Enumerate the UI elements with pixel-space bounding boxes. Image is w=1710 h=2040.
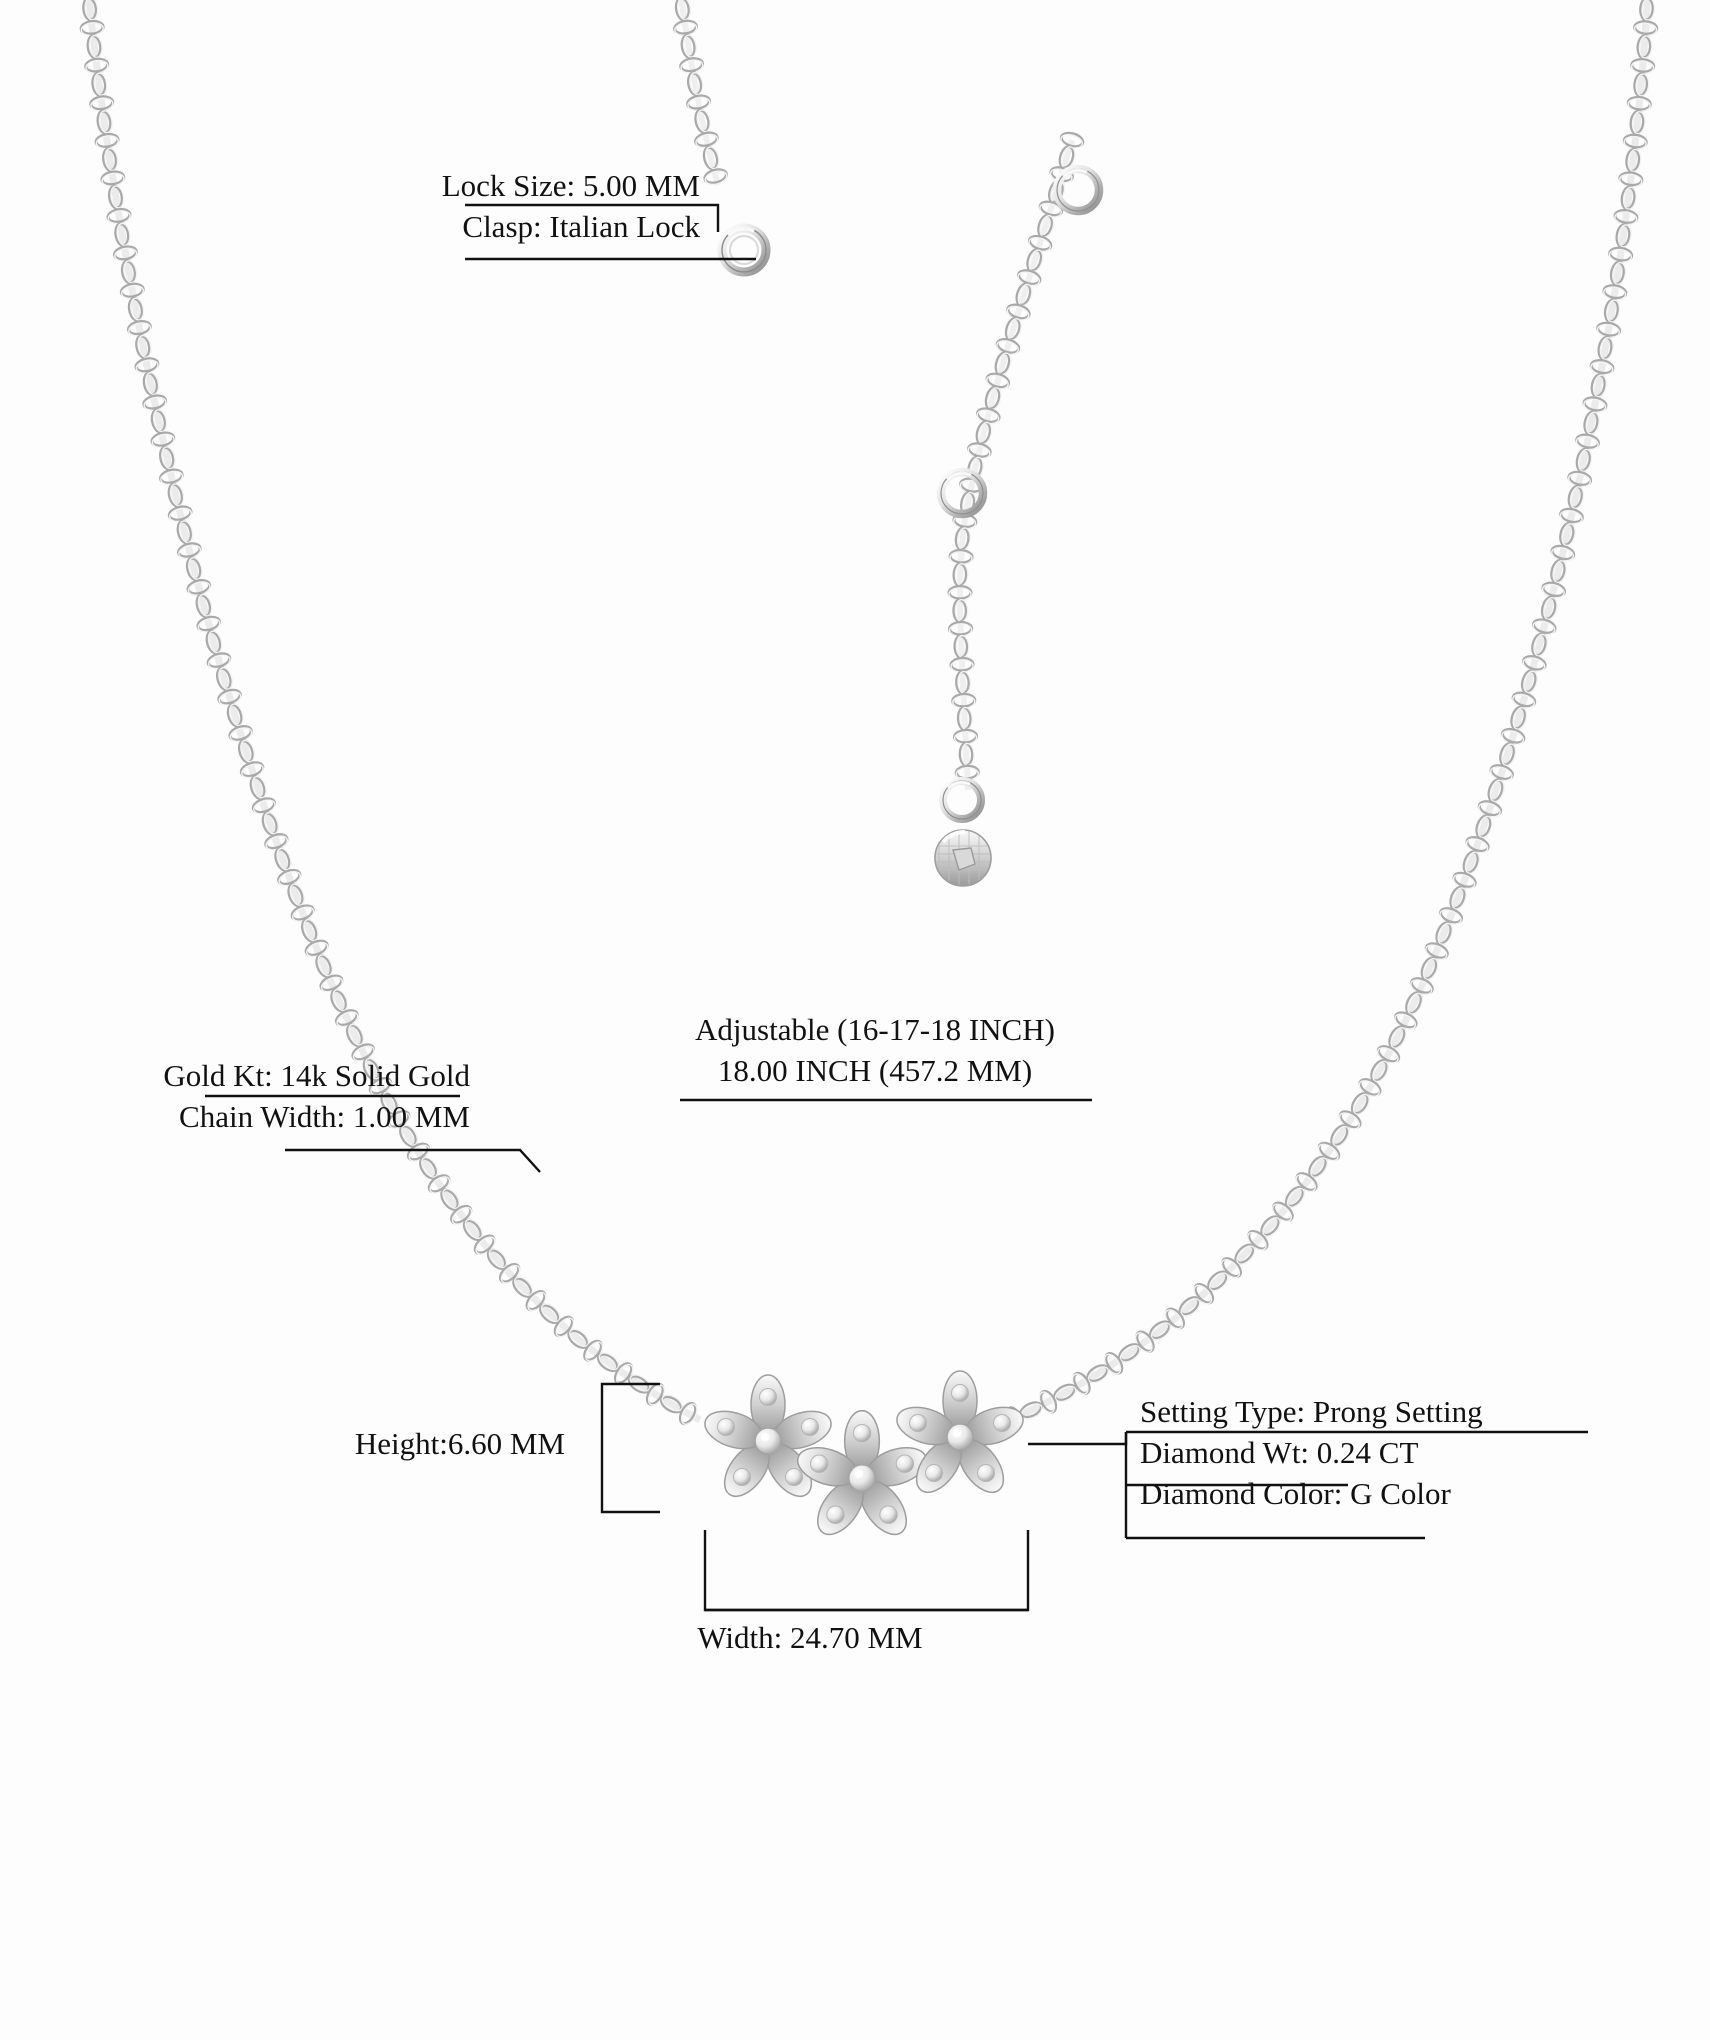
lock-size-label: Lock Size: 5.00 MM: [441, 168, 700, 203]
chain-width-label: Chain Width: 1.00 MM: [179, 1098, 470, 1134]
setting-type-label: Setting Type: Prong Setting: [1140, 1394, 1483, 1429]
italian-lock-icon: [722, 228, 766, 272]
diamond-color-label: Diamond Color: G Color: [1140, 1475, 1451, 1511]
callout-chain: [0, 1056, 470, 1138]
clasp-chain-segment: [668, 0, 728, 187]
leader-setting-connector: [1028, 1432, 1126, 1444]
ball-charm-icon: [935, 830, 991, 886]
adjustable-label: Adjustable (16-17-18 INCH): [695, 1012, 1055, 1047]
total-length-label: 18.00 INCH (457.2 MM): [717, 1052, 1033, 1088]
width-label: Width: 24.70 MM: [697, 1620, 923, 1655]
flower-motif-icon-right: [892, 1371, 1028, 1500]
flower-motif-icon-left: [700, 1375, 836, 1504]
callout-length: [640, 1010, 1110, 1092]
jump-ring-icon-bottom: [943, 781, 981, 819]
height-label: Height:6.60 MM: [354, 1426, 565, 1461]
chain-right: [1002, 0, 1659, 1431]
callout-lock: [0, 166, 700, 248]
bracket-width: [705, 1530, 1028, 1610]
diamond-weight-label: Diamond Wt: 0.24 CT: [1140, 1434, 1419, 1470]
gold-kt-label: Gold Kt: 14k Solid Gold: [163, 1058, 470, 1093]
callout-diamond: [1140, 1392, 1700, 1515]
clasp-label: Clasp: Italian Lock: [462, 208, 700, 244]
extender-chain: [949, 131, 1084, 790]
